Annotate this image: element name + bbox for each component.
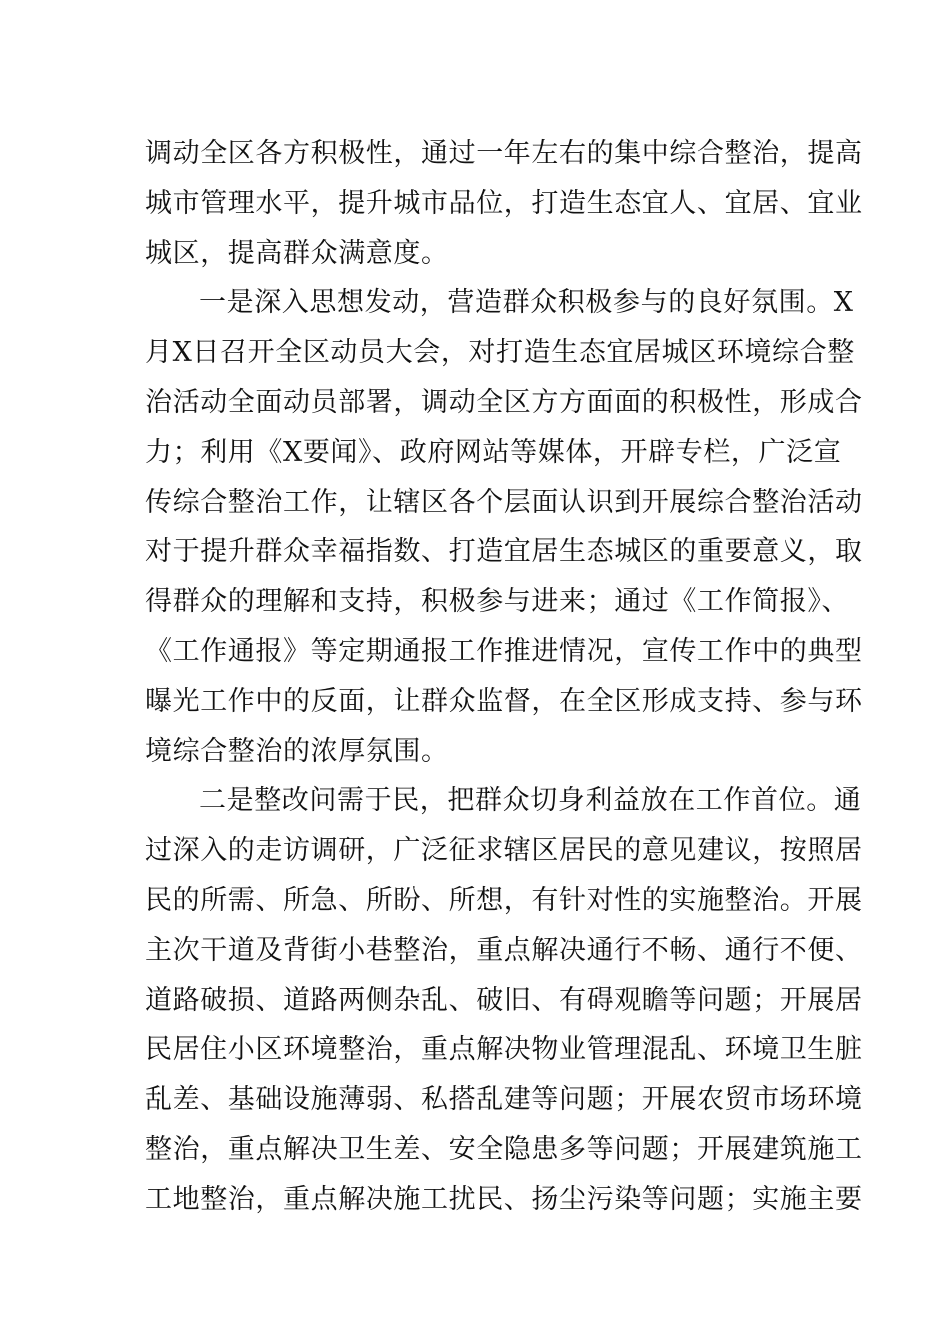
- paragraph-1-line-2: 城市管理水平，提升城市品位，打造生态宜人、宜居、宜业: [145, 187, 863, 219]
- paragraph-3-line-7: 乱差、基础设施薄弱、私搭乱建等问题；开展农贸市场环境: [145, 1084, 863, 1116]
- paragraph-2-line-9: 曝光工作中的反面，让群众监督，在全区形成支持、参与环: [145, 685, 863, 717]
- paragraph-2-line-8: 《工作通报》等定期通报工作推进情况，宣传工作中的典型: [145, 635, 863, 667]
- paragraph-2-line-1: 一是深入思想发动，营造群众积极参与的良好氛围。X: [199, 287, 854, 319]
- paragraph-3-line-4: 主次干道及背街小巷整治，重点解决通行不畅、通行不便、: [145, 934, 863, 966]
- document-body: [145, 129, 863, 1225]
- paragraph-3-line-8: 整治，重点解决卫生差、安全隐患多等问题；开展建筑施工: [145, 1133, 863, 1165]
- paragraph-2-line-6: 对于提升群众幸福指数、打造宜居生态城区的重要意义，取: [145, 536, 863, 568]
- paragraph-2-line-3: 治活动全面动员部署，调动全区方方面面的积极性，形成合: [145, 386, 863, 418]
- paragraph-2-line-10: 境综合整治的浓厚氛围。: [145, 735, 449, 767]
- paragraph-3-line-9: 工地整治，重点解决施工扰民、扬尘污染等问题；实施主要: [145, 1183, 863, 1215]
- paragraph-2-line-2: 月X日召开全区动员大会，对打造生态宜居城区环境综合整: [145, 337, 855, 369]
- paragraph-3-line-2: 过深入的走访调研，广泛征求辖区居民的意见建议，按照居: [145, 835, 863, 867]
- paragraph-2-line-5: 传综合整治工作，让辖区各个层面认识到开展综合整治活动: [145, 486, 863, 518]
- paragraph-3-line-6: 民居住小区环境整治，重点解决物业管理混乱、环境卫生脏: [145, 1034, 863, 1066]
- paragraph-1-line-3: 城区，提高群众满意度。: [145, 237, 449, 269]
- paragraph-2-line-7: 得群众的理解和支持，积极参与进来；通过《工作简报》、: [145, 586, 850, 618]
- paragraph-3-line-3: 民的所需、所急、所盼、所想，有针对性的实施整治。开展: [145, 884, 863, 916]
- paragraph-2-line-4: 力；利用《X要闻》、政府网站等媒体，开辟专栏，广泛宣: [145, 436, 842, 468]
- paragraph-3-line-1: 二是整改问需于民，把群众切身利益放在工作首位。通: [199, 785, 862, 817]
- paragraph-1-line-1: 调动全区各方积极性，通过一年左右的集中综合整治，提高: [145, 138, 863, 169]
- paragraph-3-line-5: 道路破损、道路两侧杂乱、破旧、有碍观瞻等问题；开展居: [145, 984, 863, 1016]
